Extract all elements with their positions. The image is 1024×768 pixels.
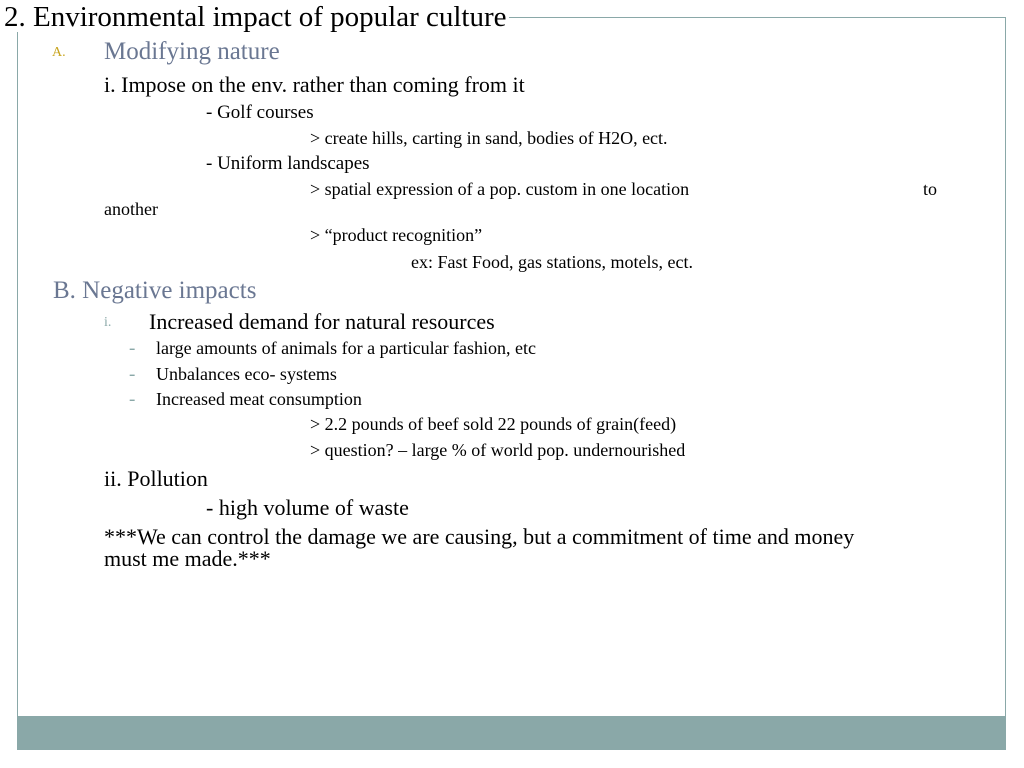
bullet-meat: Increased meat consumption bbox=[156, 389, 362, 409]
section-b-point-i: Increased demand for natural resources bbox=[149, 309, 495, 334]
bullet-ecosystems: Unbalances eco- systems bbox=[156, 364, 337, 384]
section-a-point-i: i. Impose on the env. rather than coming from it bbox=[104, 72, 525, 97]
slide-title: 2. Environmental impact of popular culture bbox=[4, 1, 507, 33]
closing-line-2: must me made.*** bbox=[104, 546, 271, 571]
section-b-heading: B. Negative impacts bbox=[53, 277, 257, 304]
bullet-dash: - bbox=[129, 338, 136, 359]
bullet-dash: - bbox=[129, 389, 136, 410]
golf-courses-detail: > create hills, carting in sand, bodies of H2O, ect. bbox=[310, 128, 668, 148]
closing-statement bbox=[104, 526, 854, 570]
product-recognition-example: ex: Fast Food, gas stations, motels, ect. bbox=[411, 252, 693, 272]
bullet-dash: - bbox=[129, 364, 136, 385]
question-detail: > question? – large % of world pop. undernourished bbox=[310, 440, 686, 460]
golf-courses-item: - Golf courses bbox=[206, 102, 314, 123]
footer-bar bbox=[17, 716, 1006, 750]
spatial-expression-detail: > spatial expression of a pop. custom in one location bbox=[310, 179, 690, 199]
section-b-point-ii: ii. Pollution bbox=[104, 466, 208, 491]
uniform-landscapes-item: - Uniform landscapes bbox=[206, 153, 370, 174]
product-recognition-detail: > “product recognition” bbox=[310, 225, 483, 245]
closing-line-1: ***We can control the damage we are causing, but a commitment of time and money bbox=[104, 524, 855, 549]
section-a-marker: A. bbox=[52, 45, 66, 60]
beef-detail: > 2.2 pounds of beef sold 22 pounds of grain(feed) bbox=[310, 414, 677, 434]
section-b-roman-marker: i. bbox=[104, 315, 112, 330]
section-a-heading: Modifying nature bbox=[104, 38, 280, 65]
spatial-expression-to: to bbox=[923, 179, 938, 199]
bullet-animals: large amounts of animals for a particular fashion, etc bbox=[156, 338, 537, 358]
waste-item: - high volume of waste bbox=[206, 495, 409, 520]
spatial-expression-another: another bbox=[104, 199, 158, 219]
